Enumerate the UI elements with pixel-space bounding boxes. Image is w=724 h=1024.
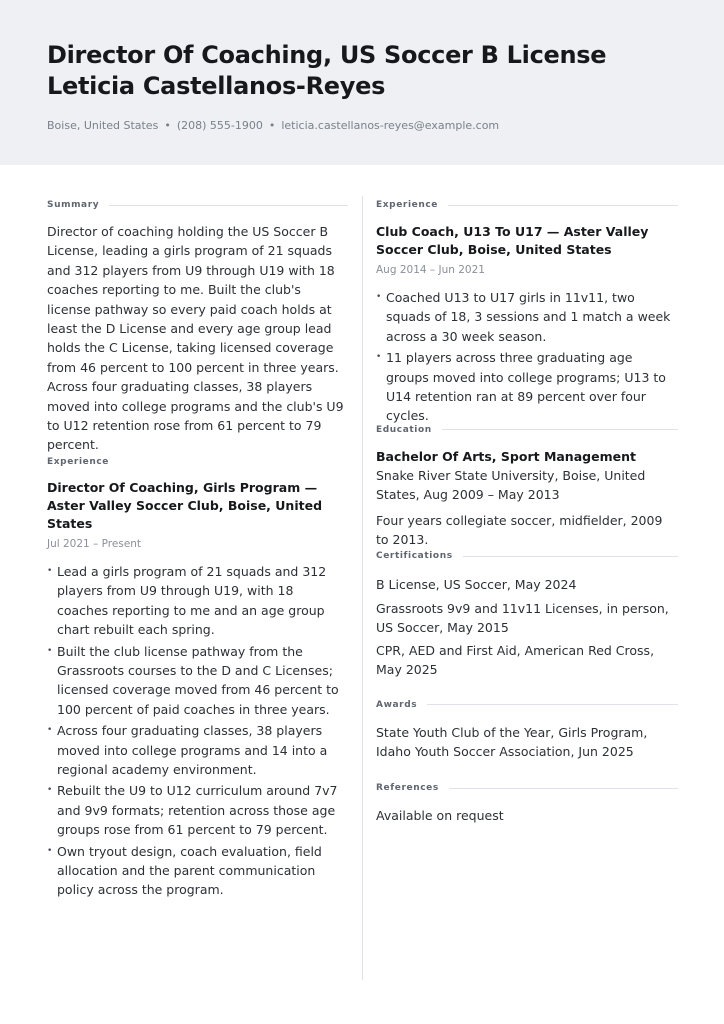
section-rule (449, 788, 678, 789)
education-note: Four years collegiate soccer, midfielder, 2009 to 2013. (376, 512, 663, 548)
phone-text: (208) 555-1900 (176, 119, 263, 132)
job-dates: Aug 2014 – Jun 2021 (376, 264, 485, 276)
location-text: Boise, United States (47, 119, 159, 132)
experience-section-heading (376, 198, 678, 212)
section-label: Experience (47, 456, 109, 467)
section-rule (442, 429, 678, 430)
experience-section-heading (47, 455, 348, 469)
summary-text: Director of coaching holding the US Soccer B License, leading a girls program of 21 squads and 312 players from U9 through U19 with 18 coaches reporting to me. Built the club's license pathway so every paid coach holds at least the D License and every age group lead holds the C License, taking licensed coverage from 46 percent to 100 percent in three years. Across four graduating classes, 38 players moved into college programs and the club's U9 to U12 retention rose from 61 percent to 79 percent. (47, 224, 344, 453)
section-label: Awards (376, 699, 418, 710)
section-label: Experience (376, 200, 438, 210)
email-link[interactable]: leticia.castellanos-reyes@example.com (281, 119, 500, 132)
job-title: Director Of Coaching, Girls Program — Aster Valley Soccer Club, Boise, United States (47, 479, 323, 531)
job-bullets (376, 288, 678, 426)
right-column (376, 198, 678, 826)
section-rule (448, 205, 678, 206)
job-title: Club Coach, U13 To U17 — Aster Valley Soccer Club, Boise, United States (376, 224, 649, 257)
section-rule (109, 205, 348, 206)
separator-dot: • (268, 119, 276, 132)
job-dates: Jul 2021 – Present (47, 537, 142, 550)
bullet-item: • 11 players across three graduating age groups moved into college programs; U13 to U14 retention ran at 89 percent over four cycles. (376, 348, 678, 426)
summary-section-heading (47, 198, 348, 212)
references-section-heading (376, 781, 678, 795)
awards-section-heading (376, 698, 678, 712)
bullet-item: • Rebuilt the U9 to U12 curriculum around 7v7 and 9v9 formats; retention across those age groups rose from 61 percent to 79 percent. (47, 781, 348, 839)
bullet-item: • Own tryout design, coach evaluation, field allocation and the parent communication policy across the program. (47, 842, 348, 900)
separator-dot: • (164, 119, 171, 132)
section-label: Certifications (376, 551, 453, 562)
job-title-heading: Director Of Coaching, US Soccer B License (47, 41, 607, 69)
resume-header (0, 0, 724, 165)
bullet-item: • Built the club license pathway from the Grassroots courses to the D and C Licenses; licensed coverage moved from 46 percent to 100 percent of paid coaches in three years. (47, 642, 348, 720)
contact-line (47, 119, 499, 132)
certification-item: CPR, AED and First Aid, American Red Cross, May 2025 (376, 642, 655, 678)
bullet-item: • Coached U13 to U17 girls in 11v11, two squads of 18, 3 sessions and 1 match a week across a 30 week season. (376, 288, 678, 346)
degree-title: Bachelor Of Arts, Sport Management (376, 448, 636, 464)
bullet-item: • Across four graduating classes, 38 players moved into college programs and 14 into a regional academy environment. (47, 721, 348, 779)
job-bullets (47, 562, 348, 900)
certification-item: Grassroots 9v9 and 11v11 Licenses, in person, US Soccer, May 2015 (376, 600, 669, 636)
section-rule (463, 556, 678, 557)
certification-item: B License, US Soccer, May 2024 (376, 577, 577, 593)
left-column (47, 198, 348, 902)
candidate-name: Leticia Castellanos-Reyes (47, 72, 386, 100)
section-label: Education (376, 424, 432, 435)
school-text: Snake River State University, Boise, United States, Aug 2009 – May 2013 (376, 467, 646, 503)
section-label: Summary (47, 200, 100, 210)
references-text: Available on request (376, 808, 504, 824)
certifications-section-heading (376, 549, 678, 563)
section-rule (427, 704, 678, 705)
bullet-item: • Lead a girls program of 21 squads and 312 players from U9 through U19, with 18 coaches reporting to me and an age group chart rebuilt each spring. (47, 562, 348, 640)
award-text: State Youth Club of the Year, Girls Program, Idaho Youth Soccer Association, Jun 2025 (376, 724, 648, 759)
page-title (47, 40, 606, 102)
column-divider (362, 196, 363, 980)
section-label: References (376, 783, 439, 794)
